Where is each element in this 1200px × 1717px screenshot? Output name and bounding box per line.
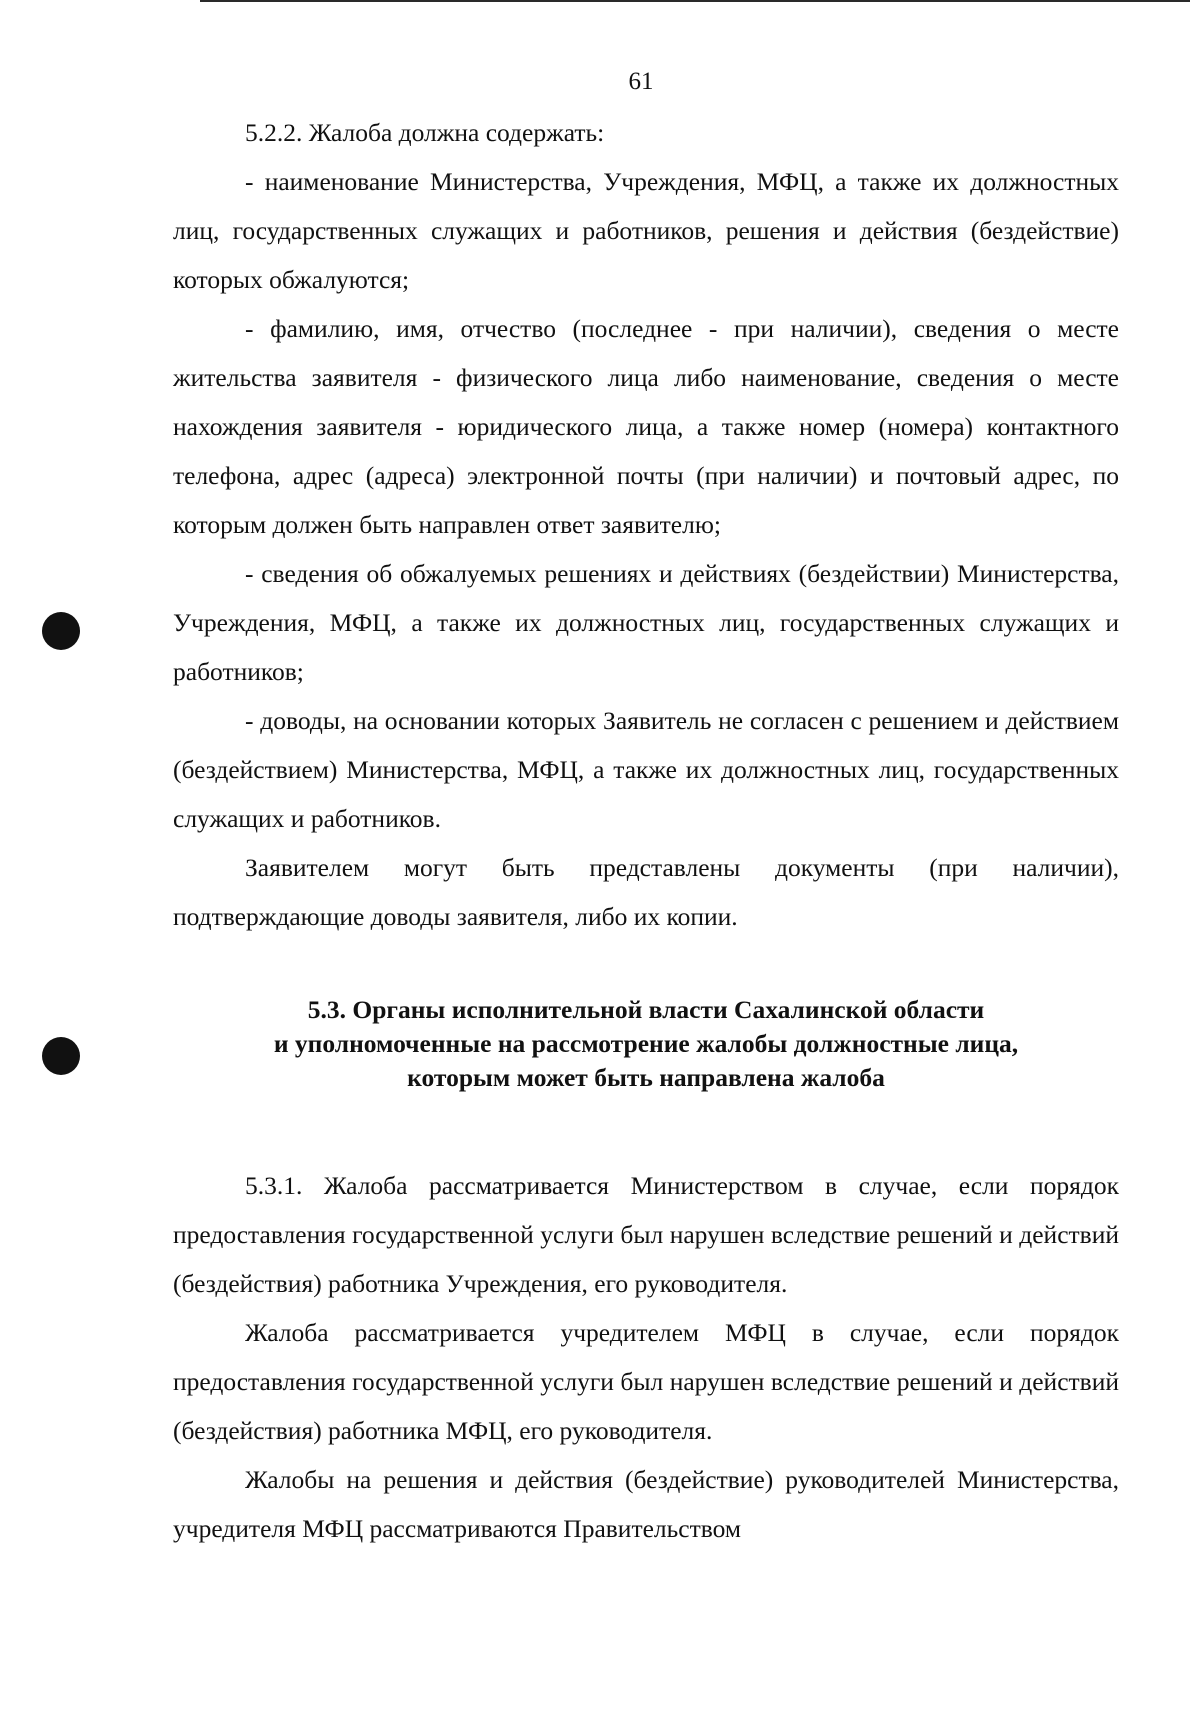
paragraph: - наименование Министерства, Учреждения, МФЦ, а также их должностных лиц, государственных служащих и работников, решения и действия (бездействие) которых обжалуются; bbox=[173, 167, 1119, 294]
paragraph: Жалоба рассматривается учредителем МФЦ в случае, если порядок предоставления государственной услуги был нарушен вследствие решений и действий (бездействия) работника МФЦ, его руководителя. bbox=[173, 1318, 1119, 1445]
punch-hole-mark bbox=[42, 612, 80, 650]
paragraph: - сведения об обжалуемых решениях и действиях (бездействии) Министерства, Учреждения, МФЦ, а также их должностных лиц, государственных служащих и работников; bbox=[173, 559, 1119, 686]
scan-top-edge bbox=[200, 0, 1190, 2]
paragraph: 5.2.2. Жалоба должна содержать: bbox=[245, 118, 605, 147]
section-heading-line: которым может быть направлена жалоба bbox=[407, 1063, 885, 1092]
paragraph: 5.3.1. Жалоба рассматривается Министерством в случае, если порядок предоставления государственной услуги был нарушен вследствие решений и действий (бездействия) работника Учреждения, его руководителя. bbox=[173, 1171, 1119, 1298]
section-heading-line: и уполномоченные на рассмотрение жалобы должностные лица, bbox=[273, 1029, 1019, 1058]
section-heading-line: 5.3. Органы исполнительной власти Сахалинской области bbox=[307, 995, 985, 1024]
paragraph: - доводы, на основании которых Заявитель не согласен с решением и действием (бездействием) Министерства, МФЦ, а также их должностных лиц, государственных служащих и работников. bbox=[173, 706, 1119, 833]
page-number: 61 bbox=[628, 68, 654, 95]
punch-hole-mark bbox=[42, 1037, 80, 1075]
paragraph: Заявителем могут быть представлены документы (при наличии), подтверждающие доводы заявителя, либо их копии. bbox=[173, 853, 1119, 931]
paragraph: Жалобы на решения и действия (бездействие) руководителей Министерства, учредителя МФЦ рассматриваются Правительством bbox=[173, 1465, 1119, 1543]
document-body bbox=[173, 108, 1119, 1553]
section-heading bbox=[173, 993, 1119, 1095]
paragraph: - фамилию, имя, отчество (последнее - при наличии), сведения о месте жительства заявителя - физического лица либо наименование, сведения о месте нахождения заявителя - юридического лица, а также номер (номера) контактного телефона, адрес (адреса) электронной почты (при наличии) и почтовый адрес, по которым должен быть направлен ответ заявителю; bbox=[173, 314, 1119, 539]
